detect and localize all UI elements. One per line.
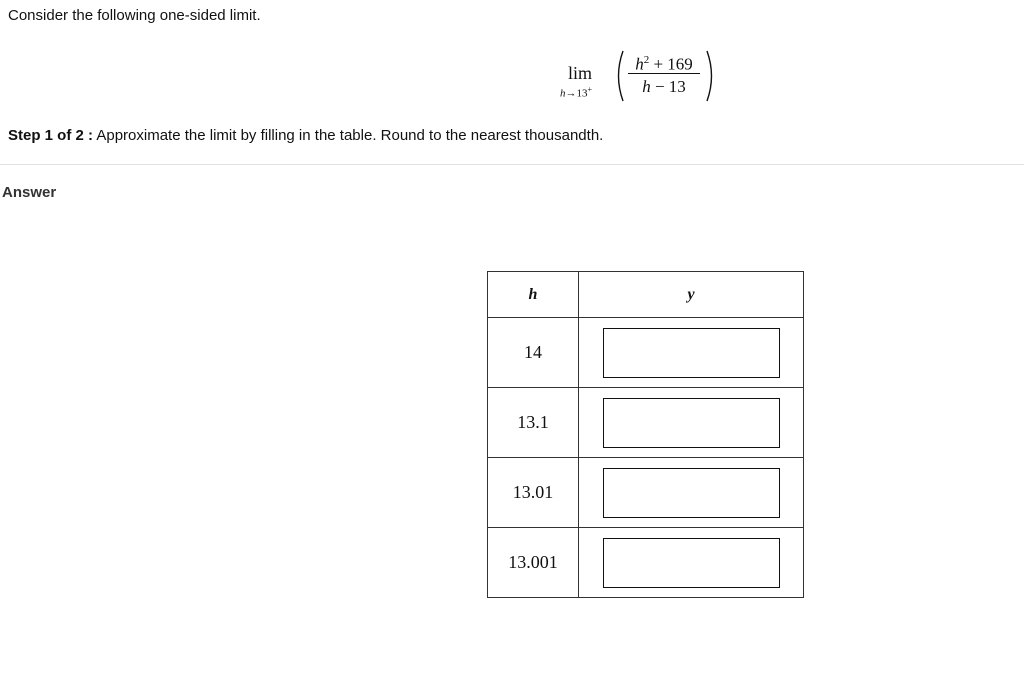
right-paren [705, 50, 717, 102]
question-intro: Consider the following one-sided limit. [8, 7, 261, 24]
answer-label: Answer [2, 184, 57, 201]
y-cell [579, 318, 804, 388]
section-divider [0, 164, 1024, 165]
num-rest: + 169 [649, 54, 693, 74]
h-value: 13.01 [488, 458, 579, 528]
y-cell [579, 458, 804, 528]
y-cell [579, 388, 804, 458]
y-input-4[interactable] [603, 538, 780, 588]
lim-sub-var: h [560, 87, 566, 100]
den-var: h [642, 77, 651, 96]
lim-subscript [560, 84, 592, 100]
header-h: h [488, 272, 579, 318]
fraction-denominator [624, 75, 704, 99]
table-row [488, 318, 804, 388]
num-var: h [635, 54, 644, 74]
y-input-1[interactable] [603, 328, 780, 378]
step-label: Step 1 of 2 : [8, 127, 94, 144]
lim-sub-sup: + [587, 85, 593, 94]
lim-sub-arrow: →13 [565, 87, 588, 100]
den-rest: − 13 [650, 77, 686, 96]
step-instruction [8, 126, 603, 146]
header-y: y [579, 272, 804, 318]
step-text: Approximate the limit by filling in the table. Round to the nearest thousandth. [93, 127, 604, 144]
limit-expression [558, 46, 723, 104]
y-cell [579, 528, 804, 598]
limit-fraction [624, 48, 704, 99]
num-exponent: 2 [643, 54, 650, 66]
table-row [488, 528, 804, 598]
h-value: 13.1 [488, 388, 579, 458]
table-row [488, 458, 804, 528]
fraction-numerator [624, 48, 704, 72]
lim-word: lim [568, 63, 593, 83]
table-row [488, 388, 804, 458]
h-value: 14 [488, 318, 579, 388]
y-input-2[interactable] [603, 398, 780, 448]
h-value: 13.001 [488, 528, 579, 598]
table-header-row [488, 272, 804, 318]
y-input-3[interactable] [603, 468, 780, 518]
values-table [487, 271, 804, 598]
